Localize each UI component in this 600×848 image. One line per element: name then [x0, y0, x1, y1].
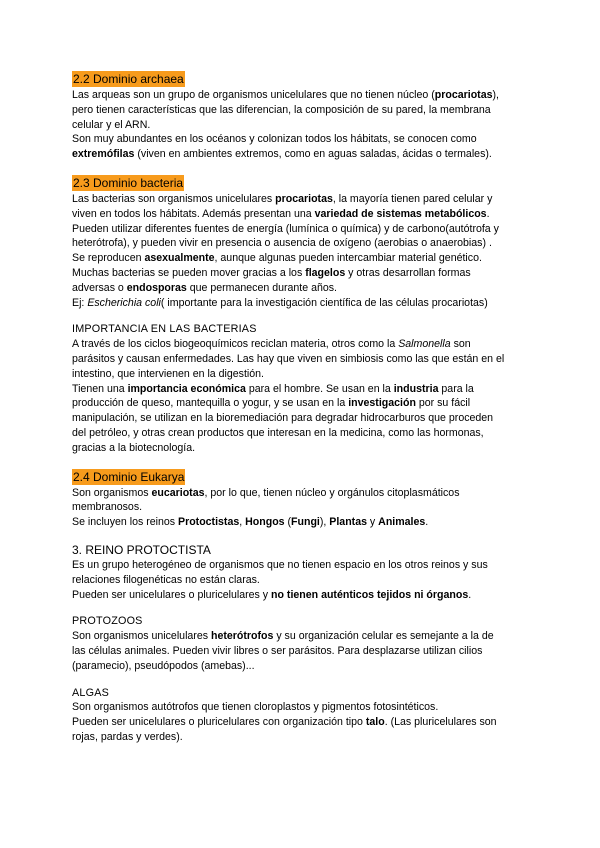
- paragraph-line: Pueden ser unicelulares o pluricelulares con organización tipo talo. (Las pluricelulares son: [72, 716, 497, 729]
- paragraph-line: extremófilas (viven en ambientes extremos, como en aguas saladas, ácidas o termales).: [72, 148, 492, 161]
- paragraph-line: A través de los ciclos biogeoquímicos reciclan materia, otros como la Salmonella son: [72, 338, 471, 351]
- paragraph-line: celular y el ARN.: [72, 118, 151, 131]
- paragraph-line: Pueden utilizar diferentes fuentes de energía (lumínica o química) y de carbono(autótrofa y: [72, 222, 499, 235]
- paragraph-line: viven en todos los hábitats. Además presentan una variedad de sistemas metabólicos.: [72, 207, 490, 220]
- paragraph-line: intestino, que intervienen en la digestión.: [72, 367, 264, 380]
- paragraph-line: Son muy abundantes en los océanos y colonizan todos los hábitats, se conocen como: [72, 133, 477, 146]
- section-heading-archaea: 2.2 Dominio archaea: [73, 72, 184, 86]
- paragraph-line: gracias a la biotecnología.: [72, 441, 196, 454]
- paragraph-line: Las bacterias son organismos unicelulares procariotas, la mayoría tienen pared celular y: [72, 192, 493, 205]
- paragraph-line: Son organismos eucariotas, por lo que, tienen núcleo y orgánulos citoplasmáticos: [72, 486, 460, 499]
- paragraph-line: Muchas bacterias se pueden mover gracias a los flagelos y otras desarrollan formas: [72, 266, 471, 279]
- paragraph-line: las células animales. Pueden vivir libres o ser parásitos. Para desplazarse utilizan cilios: [72, 644, 483, 657]
- paragraph-line: Se reproducen asexualmente, aunque algunas pueden intercambiar material genético.: [72, 252, 482, 265]
- paragraph-line: heterótrofa), y pueden vivir en presencia o ausencia de oxígeno (aerobias o anaerobias) .: [72, 237, 492, 250]
- paragraph-line: Se incluyen los reinos Protoctistas, Hongos (Fungi), Plantas y Animales.: [72, 516, 429, 529]
- paragraph-line: producción de queso, mantequilla o yogur, y se usan en la investigación por su fácil: [72, 397, 471, 410]
- paragraph-line: Es un grupo heterogéneo de organismos que no tienen espacio en los otros reinos y sus: [72, 558, 488, 571]
- paragraph-line: pero tienen características que las diferencian, la composición de su pared, la membrana: [72, 103, 491, 116]
- paragraph-line: relaciones filogenéticas no están claras.: [72, 573, 260, 586]
- subheading-protozoos: PROTOZOOS: [72, 615, 143, 628]
- paragraph-line: (paramecio), pseudópodos (amebas)...: [72, 659, 255, 672]
- paragraph-line: Pueden ser unicelulares o pluricelulares y no tienen auténticos tejidos ni órganos.: [72, 588, 472, 601]
- paragraph-line: adversas o endosporas que permanecen durante años.: [72, 281, 337, 294]
- subheading-importancia: IMPORTANCIA EN LAS BACTERIAS: [72, 323, 257, 336]
- section-heading-reino-protoctista: 3. REINO PROTOCTISTA: [72, 542, 211, 557]
- paragraph-line: membranosos.: [72, 501, 143, 514]
- paragraph-line: Ej: Escherichia coli( importante para la investigación científica de las células procariotas): [72, 296, 488, 309]
- section-heading-bacteria: 2.3 Dominio bacteria: [73, 175, 184, 190]
- paragraph-line: del petróleo, y otras crean productos que interesan en la medicina, como las hormonas,: [72, 426, 484, 439]
- subheading-algas: ALGAS: [72, 686, 110, 699]
- paragraph-line: manipulación, se utilizan en la bioremediación para degradar hidrocarburos que proceden: [72, 412, 494, 425]
- paragraph-line: Tienen una importancia económica para el hombre. Se usan en la industria para la: [72, 382, 474, 395]
- paragraph-line: rojas, pardas y verdes).: [72, 730, 183, 743]
- paragraph-line: parásitos y causan enfermedades. Las hay que viven en simbiosis como las que están en el: [72, 352, 505, 365]
- paragraph-line: Las arqueas son un grupo de organismos unicelulares que no tienen núcleo (procariotas),: [72, 89, 499, 101]
- paragraph-line: Son organismos unicelulares heterótrofos y su organización celular es semejante a la de: [72, 630, 494, 643]
- document-page: [72, 70, 532, 745]
- section-heading-eukarya: 2.4 Dominio Eukarya: [73, 469, 185, 484]
- paragraph-line: Son organismos autótrofos que tienen cloroplastos y pigmentos fotosintéticos.: [72, 701, 439, 714]
